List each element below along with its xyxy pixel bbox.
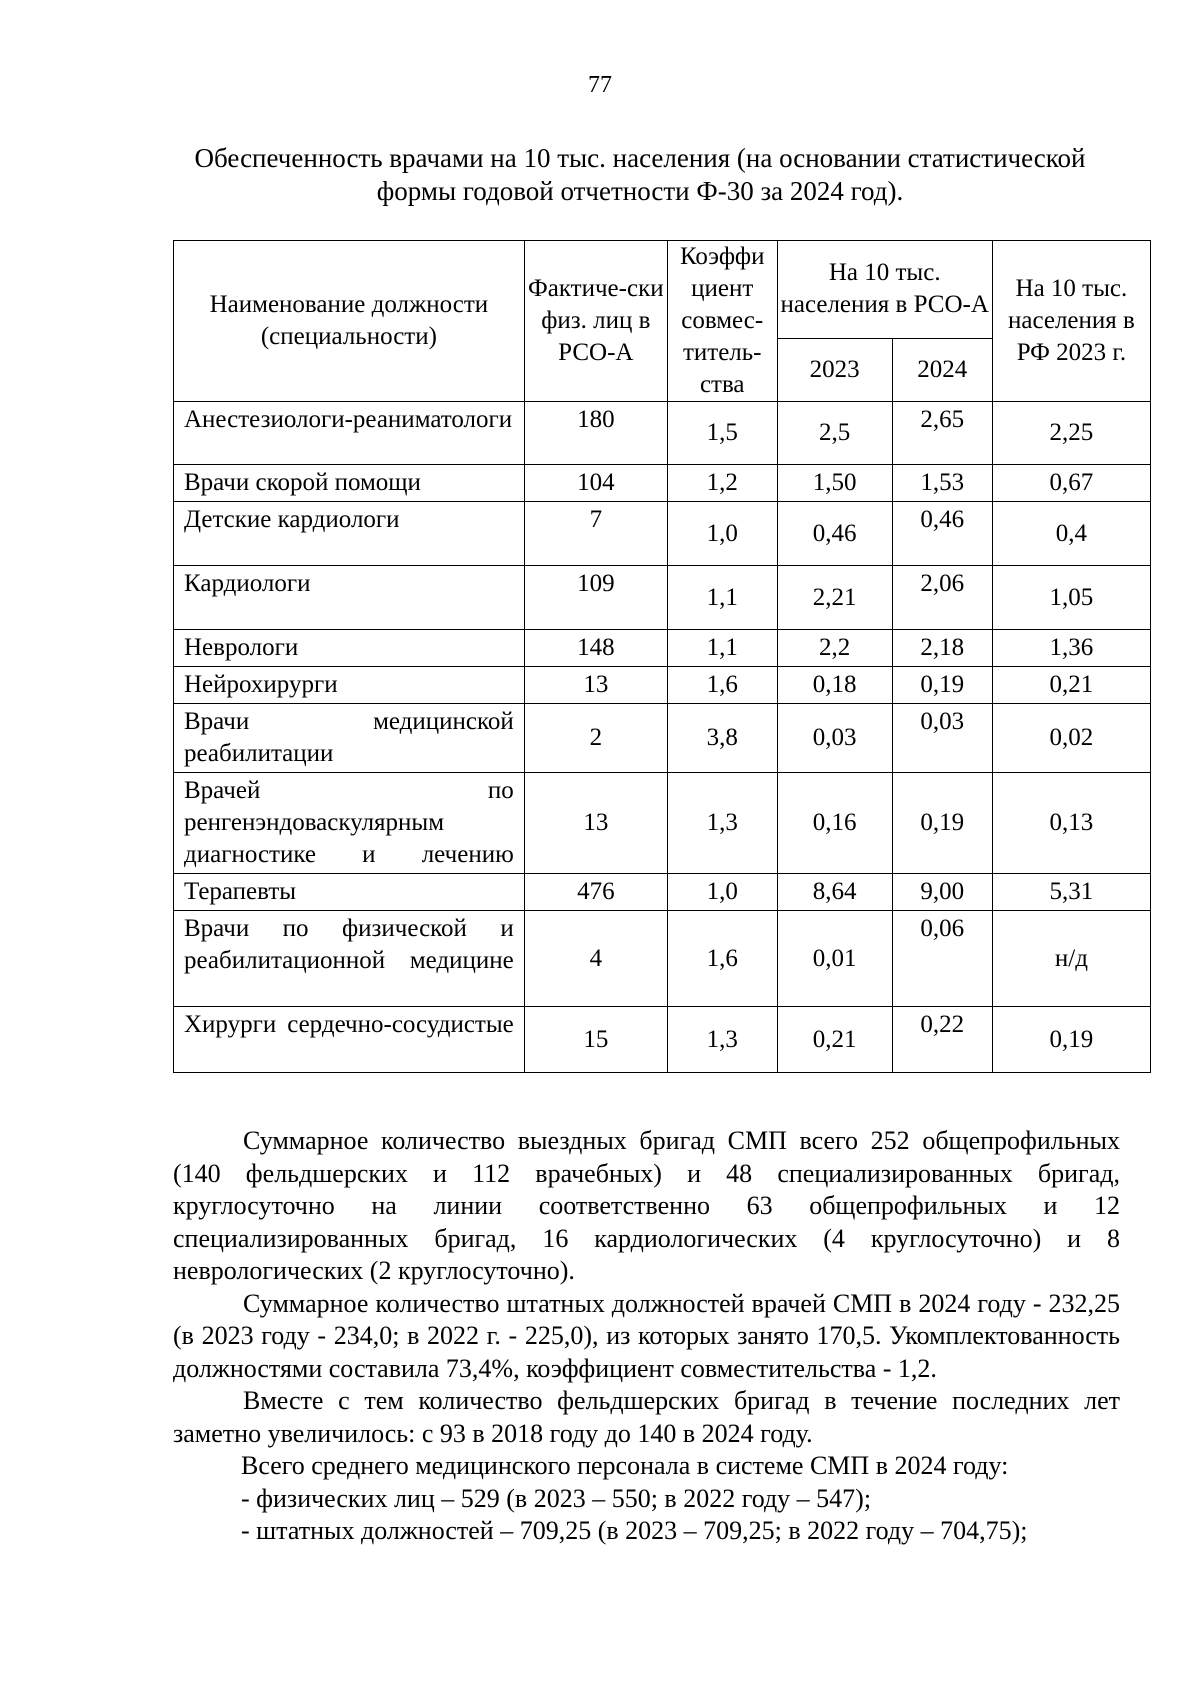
cell-coef: 1,5: [667, 402, 777, 465]
cell-2023: 0,16: [777, 773, 892, 874]
cell-2023: 0,01: [777, 911, 892, 1007]
cell-name: Детские кардиологи: [174, 502, 525, 566]
staff-line-persons: - физических лиц – 529 (в 2023 – 550; в 2022 году – 547);: [241, 1483, 872, 1513]
cell-2024: 0,03: [892, 704, 992, 773]
cell-2023: 2,2: [777, 630, 892, 667]
cell-rf: 0,02: [992, 704, 1150, 773]
table-row: [174, 502, 1151, 566]
cell-name: Анестезиологи-реаниматологи: [174, 402, 525, 465]
cell-actual: 4: [524, 911, 667, 1007]
cell-2024: 2,06: [892, 566, 992, 630]
cell-actual: 15: [524, 1007, 667, 1073]
header-rso: На 10 тыс. населения в РСО-А: [777, 241, 992, 339]
cell-2023: 0,18: [777, 667, 892, 704]
table-row: [174, 911, 1151, 1007]
table-row: [174, 465, 1151, 502]
cell-2023: 8,64: [777, 874, 892, 911]
header-2023: 2023: [777, 338, 892, 401]
cell-coef: 1,2: [667, 465, 777, 502]
cell-actual: 109: [524, 566, 667, 630]
table-row: [174, 1007, 1151, 1073]
page-number: 77: [588, 72, 612, 98]
cell-2024: 2,65: [892, 402, 992, 465]
paragraph-feldsher: Вместе с тем количество фельдшерских бригад в течение последних лет заметно увеличилось: с 93 в 2018 году до 140 в 2024 году.: [173, 1386, 1120, 1448]
cell-coef: 1,0: [667, 874, 777, 911]
cell-name: Врачи скорой помощи: [174, 465, 525, 502]
table-caption: Обеспеченность врачами на 10 тыс. населения (на основании статистической формы годовой отчетности Ф-30 за 2024 год).: [194, 143, 1086, 206]
cell-2024: 0,19: [892, 773, 992, 874]
cell-coef: 3,8: [667, 704, 777, 773]
physicians-table: [173, 240, 1151, 1073]
cell-coef: 1,6: [667, 911, 777, 1007]
cell-rf: 2,25: [992, 402, 1150, 465]
cell-2024: 2,18: [892, 630, 992, 667]
cell-rf: 1,36: [992, 630, 1150, 667]
table-row: [174, 874, 1151, 911]
cell-2023: 0,03: [777, 704, 892, 773]
cell-actual: 7: [524, 502, 667, 566]
cell-2024: 0,46: [892, 502, 992, 566]
table-row: [174, 566, 1151, 630]
cell-name: Врачи медицинской реабилитации: [174, 704, 525, 773]
staff-line-positions: - штатных должностей – 709,25 (в 2023 – 709,25; в 2022 году – 704,75);: [241, 1516, 1028, 1545]
cell-name: Нейрохирурги: [174, 667, 525, 704]
cell-name: Неврологи: [174, 630, 525, 667]
cell-rf: 0,21: [992, 667, 1150, 704]
cell-2024: 1,53: [892, 465, 992, 502]
cell-name: Хирурги сердечно-сосудистые: [174, 1007, 525, 1073]
cell-rf: 0,13: [992, 773, 1150, 874]
cell-actual: 2: [524, 704, 667, 773]
table-row: [174, 704, 1151, 773]
header-coef: Коэффи циент совмес-титель-ства: [667, 241, 777, 402]
paragraph-brigades: Суммарное количество выездных бригад СМП всего 252 общепрофильных (140 фельдшерских и 112 врачебных) и 48 специализированных бригад, круглосуточно на линии соответственно 63 общепрофильных и 12 специализированных бригад, 16 кардиологических (4 круглосуточно) и 8 неврологических (2 круглосуточно).: [173, 1126, 1120, 1285]
header-2024: 2024: [892, 338, 992, 401]
cell-rf: н/д: [992, 911, 1150, 1007]
cell-actual: 13: [524, 667, 667, 704]
cell-2023: 2,5: [777, 402, 892, 465]
cell-rf: 0,4: [992, 502, 1150, 566]
cell-name: Терапевты: [174, 874, 525, 911]
body-text: [173, 1125, 1120, 1548]
paragraph-staff-intro: Всего среднего медицинского персонала в системе СМП в 2024 году:: [241, 1451, 1009, 1480]
table-row: [174, 773, 1151, 874]
table-row: [174, 667, 1151, 704]
cell-rf: 1,05: [992, 566, 1150, 630]
cell-2023: 0,46: [777, 502, 892, 566]
cell-coef: 1,3: [667, 1007, 777, 1073]
cell-rf: 0,19: [992, 1007, 1150, 1073]
cell-coef: 1,0: [667, 502, 777, 566]
cell-coef: 1,1: [667, 630, 777, 667]
header-rf: На 10 тыс. населения в РФ 2023 г.: [992, 241, 1150, 402]
cell-coef: 1,1: [667, 566, 777, 630]
cell-2023: 2,21: [777, 566, 892, 630]
cell-actual: 476: [524, 874, 667, 911]
cell-2023: 0,21: [777, 1007, 892, 1073]
cell-actual: 104: [524, 465, 667, 502]
paragraph-positions: Суммарное количество штатных должностей врачей СМП в 2024 году - 232,25 (в 2023 году - 234,0; в 2022 г. - 225,0), из которых занято 170,5. Укомплектованность должностями составила 73,4%, коэффициент совместительства - 1,2.: [173, 1288, 1120, 1383]
cell-coef: 1,3: [667, 773, 777, 874]
cell-2023: 1,50: [777, 465, 892, 502]
cell-2024: 0,22: [892, 1007, 992, 1073]
cell-name: Врачи по физической и реабилитационной медицине: [174, 911, 525, 1007]
table-row: [174, 630, 1151, 667]
cell-actual: 180: [524, 402, 667, 465]
cell-coef: 1,6: [667, 667, 777, 704]
cell-actual: 13: [524, 773, 667, 874]
table-row: [174, 402, 1151, 465]
cell-name: Врачей по ренгенэндоваскулярным диагностике и лечению: [174, 773, 525, 874]
cell-2024: 9,00: [892, 874, 992, 911]
header-actual: Фактиче-ски физ. лиц в РСО-А: [524, 241, 667, 402]
cell-actual: 148: [524, 630, 667, 667]
cell-2024: 0,19: [892, 667, 992, 704]
cell-rf: 5,31: [992, 874, 1150, 911]
cell-rf: 0,67: [992, 465, 1150, 502]
cell-name: Кардиологи: [174, 566, 525, 630]
cell-2024: 0,06: [892, 911, 992, 1007]
header-name: Наименование должности (специальности): [174, 241, 525, 402]
